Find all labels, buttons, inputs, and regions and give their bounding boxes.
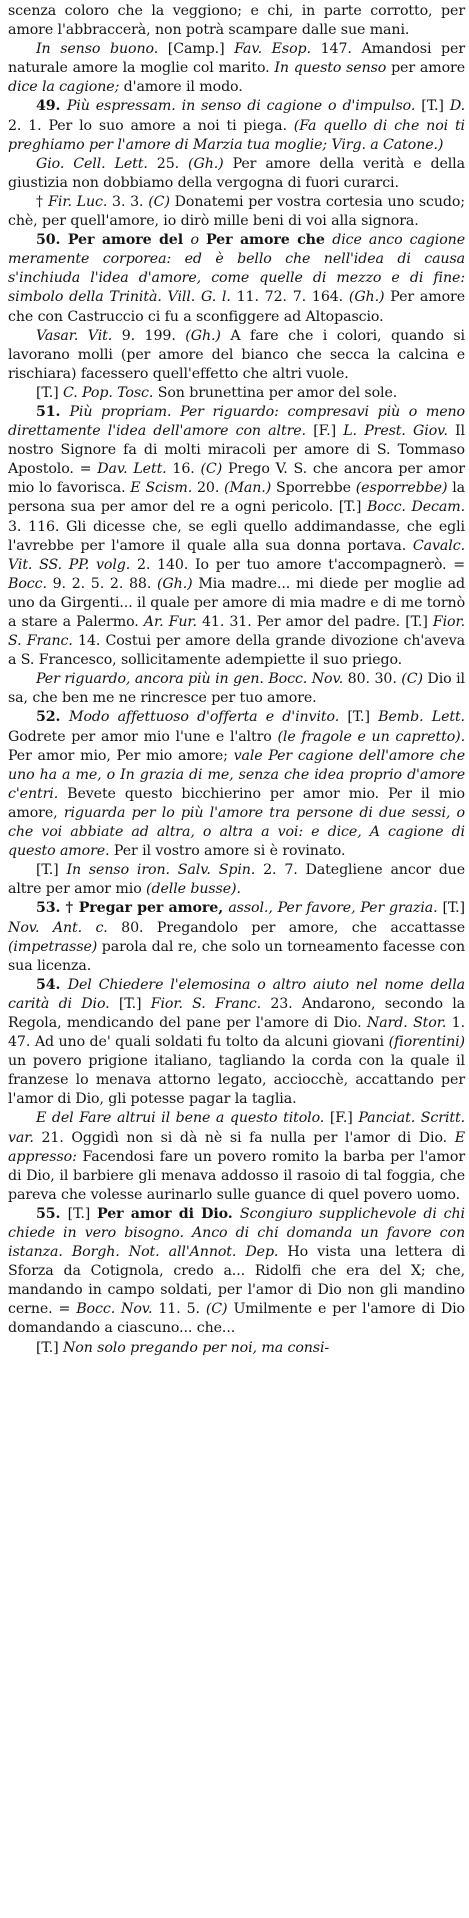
citation-text: 1. 47. Ad uno de' quali soldati fu tolto da alcuni giovani (8, 1014, 466, 1051)
entry-paragraph (8, 861, 465, 899)
citation-source: Nard. Stor. (366, 1014, 452, 1031)
citation-text: Facendosi fare un povero romito la barba per l'amor di Dio, il barbiere gli menava addosso il rasoio di tal foggia, che pareva che volesse aurinarlo sulle guance di quel povero uomo. (8, 1148, 465, 1203)
gloss-text: (esporrebbe) (355, 480, 453, 497)
source-tag: [F.] (329, 1110, 359, 1127)
gloss-text: (fiorentini) (388, 1034, 465, 1051)
sense-headword: 50. Per amore del (36, 232, 191, 249)
entry-paragraph (8, 155, 465, 193)
citation-source: E Scism. (130, 480, 197, 497)
definition-label: Modo affettuoso d'offerta e d'invito. (69, 709, 348, 726)
citation-text: 23. Andarono, secondo la Regola, mendicando del pane per l'amore di Dio. (8, 995, 465, 1031)
citation-ref: 3. 3. (112, 193, 149, 210)
source-tag: (C) (401, 671, 428, 688)
source-tag: [T.] (421, 98, 450, 115)
source-tag: [T.] (36, 1339, 63, 1356)
definition-label: assol., Per favore, Per grazia. (228, 900, 443, 917)
sense-number: 52. (36, 709, 70, 726)
entry-paragraph (8, 231, 465, 326)
note-text: dice la cagione; (8, 79, 124, 96)
citation-text: Sporrebbe (275, 480, 356, 497)
entry-paragraph (8, 976, 465, 1110)
gloss-text: (delle busse). (146, 881, 241, 898)
citation-text: 2. 1. Per lo suo amore a noi ti piega. (8, 117, 294, 134)
citation-ref: 80. 30. (347, 671, 402, 688)
entry-paragraph (8, 899, 465, 975)
citation-ref: 9. 199. (121, 327, 186, 344)
citation-source: Gio. Cell. Lett. (36, 155, 157, 172)
source-tag: [T.] (36, 862, 67, 879)
citation-source: Ar. Fur. (143, 614, 202, 630)
note-text: In questo senso (274, 60, 392, 77)
entry-paragraph (8, 1205, 465, 1339)
definition-label: Più propriam. Per riguardo: compresavi più o meno direttamente l'idea dell'amore con altre. (8, 403, 465, 440)
source-tag: (Gh.) (185, 327, 231, 344)
note-text: E appresso: (8, 1129, 465, 1165)
citation-source: Vasar. Vit. (36, 327, 122, 344)
citation-text: Non solo pregando per noi, ma consi- (62, 1339, 330, 1356)
sense-number: 54. (36, 976, 68, 993)
citation-source: Bocc. Decam. (366, 499, 465, 516)
sense-headword: Per amore che (205, 232, 333, 249)
entry-paragraph (8, 384, 465, 403)
gloss-text: (impetrasse) (8, 938, 102, 955)
source-tag: [T.] (67, 1205, 98, 1222)
definition-label: E del Fare altrui il bene a questo titolo. (36, 1110, 330, 1127)
entry-paragraph (8, 193, 465, 231)
citation-text: Per amore che con Castruccio ci fu a sconfiggere ad Altopascio. (8, 289, 465, 325)
sense-headword: 53. † Pregar per amore, (36, 900, 229, 917)
source-tag: [T.] (118, 995, 151, 1012)
citation-source: Bemb. Lett. (378, 709, 465, 726)
citation-ref: 9. 2. 5. 2. 88. (52, 575, 157, 592)
entry-paragraph (8, 97, 465, 154)
source-tag: [F.] (313, 423, 344, 440)
citation-text: Godrete per amor mio l'une e l'altro (8, 728, 278, 745)
note-text: (Fa quello di che noi ti preghiamo per l'amore di Marzia tua moglie; Virg. a Catone.) (8, 117, 465, 153)
citation-text: Per amore della verità e della giustizia non dobbiamo della vergogna di fuori curarci. (8, 155, 465, 191)
source-tag: (Man.) (224, 480, 276, 497)
source-tag: (Gh.) (157, 575, 199, 592)
source-tag: (Gh.) (348, 289, 391, 306)
entry-paragraph (8, 40, 465, 97)
citation-source: Fior. S. Franc. (8, 614, 466, 650)
citation-source: C. Pop. Tosc. (62, 384, 158, 401)
citation-text: Bevete questo bicchierino per amor mio. Per il mio amore, (8, 785, 465, 821)
headword-inline: per amore (391, 60, 465, 77)
citation-text: 3. 116. Gli dicesse che, se egli quello addimandasse, che egli l'avrebbe per l'amore il quale alla sua donna portava. (8, 518, 465, 554)
paragraph-text: scenza coloro che la veggiono; e chi, in parte corrotto, per amore l'abbraccerà, non potrà scampare dalle sue mani. (8, 3, 465, 39)
citation-text: 80. Pregandolo per amore, che accattasse (121, 919, 465, 936)
entry-paragraph (8, 1339, 465, 1358)
citation-text: 147. Amandosi per naturale amore la moglie col marito. (8, 41, 466, 77)
sense-number: 49. (36, 98, 67, 115)
definition-label: dice anco cagione meramente corporea: ed è bello che nell'idea di causa s'inchiuda l'idea d'amore, come quelle di mezzo e di fine: simbolo della Trinità. Vill. G. l. (8, 232, 466, 306)
source-tag: (C) (205, 1301, 234, 1318)
citation-text: 41. 31. Per amor del padre. [T.] (202, 614, 433, 630)
citation-source: L. Prest. Giov. (343, 423, 456, 440)
citation-source: Fir. Luc. (48, 193, 113, 210)
entry-paragraph (8, 708, 465, 861)
citation-source: Fav. Esop. (234, 41, 321, 58)
entry-paragraph (8, 403, 465, 670)
note-text: riguarda per lo più l'amore tra persone di due sessi, o che voi abbiate ad altra, o altra a voi: e dice, A cagione di questo amore. (8, 804, 465, 860)
source-tag: [Camp.] (167, 41, 235, 58)
citation-ref: 20. (196, 480, 225, 497)
entry-paragraph (8, 327, 465, 384)
citation-text: 2. 7. Dategliene ancor due altre per amor mio (8, 862, 466, 898)
note-text: d'amore il modo. (123, 79, 243, 96)
citation-text: parola dal re, che solo un torneamento facesse con sua licenza. (8, 938, 465, 974)
entry-paragraph (8, 2, 465, 40)
citation-source: Nov. Ant. c. (8, 919, 122, 936)
sense-number: 55. (36, 1205, 68, 1222)
citation-text: Mia madre... mi diede per moglie ad uno da Girgenti... il quale per amore di mia madre e di me tornò a stare a Palermo. (8, 575, 466, 630)
citation-text: 2. 140. Io per tuo amore t'accompagnerò. = (136, 556, 465, 573)
definition-label: In senso buono. (36, 41, 168, 58)
source-tag: (C) (200, 461, 228, 478)
citation-text: 21. Oggidì non si dà nè si fa nulla per l'amor di Dio. (41, 1129, 455, 1146)
citation-text: Per amor mio, Per mio amore; (8, 747, 234, 764)
citation-text: Ho vista una lettera di Sforza da Cotignola, credo a... Ridolfi che era del X; che, mandando in campo soldati, per l'amor di Dio non gli mandino cerne. = (8, 1244, 465, 1318)
citation-source: Bocc. Nov. (76, 1301, 159, 1318)
citation-source: Cavalc. Vit. SS. PP. volg. (8, 537, 465, 573)
note-text: o (190, 232, 206, 249)
source-tag: (C) (148, 193, 175, 210)
note-text: vale Per cagione dell'amore che uno ha a me, o In grazia di me, senza che idea proprio d'amore c'entri. (8, 747, 465, 802)
gloss-text: (le fragole e un capretto). (277, 728, 466, 745)
citation-text: Dio il sa, che ben me ne rincresce per tuo amore. (8, 671, 465, 707)
citation-source: Panciat. Scritt. var. (8, 1110, 465, 1146)
citation-source: Fior. S. Franc. (150, 995, 271, 1012)
source-tag: [T.] (442, 900, 465, 917)
dagger-mark: † (36, 193, 49, 210)
citation-text: Per il vostro amore si è rovinato. (113, 843, 346, 860)
definition-label: Più espressam. in senso di cagione o d'impulso. (66, 98, 422, 115)
entry-paragraph (8, 670, 465, 708)
definition-label: Scongiuro supplichevole di chi chiede in vero bisogno. Anco di chi domanda un favore con istanza. Borgh. Not. all'Annot. Dep. (8, 1205, 465, 1261)
citation-text: A fare che i colori, quando si lavorano molli (per amore del bianco che secca la calcina e rischiara) facessero quell'effetto che altri vuole. (8, 327, 465, 382)
entry-paragraph (8, 1109, 465, 1204)
citation-ref: 16. (172, 461, 201, 478)
citation-text: 14. Costui per amore della grande divozione ch'aveva a S. Francesco, sollicitamente adempiette il suo priego. (8, 633, 465, 669)
citation-text: la persona sua per amor del re a ogni pericolo. [T.] (8, 480, 466, 516)
definition-label: Per riguardo, ancora più in gen. Bocc. Nov. (36, 671, 348, 688)
citation-ref: 11. 5. (158, 1301, 206, 1318)
source-tag: [T.] (347, 709, 379, 726)
citation-source: In senso iron. Salv. Spin. (66, 862, 264, 879)
citation-source: D. (449, 98, 465, 115)
source-tag: [T.] (36, 384, 63, 401)
citation-ref: 11. 72. 7. 164. (236, 289, 349, 306)
citation-text: un povero prigione italiano, tagliando la corda con la quale il franzese lo menava attorno legato, acciocchè, accattando per l'amor di Dio, gli potesse pagar la taglia. (8, 1053, 465, 1108)
citation-text: Umilmente e per l'amore di Dio domandando a ciascuno... che... (8, 1301, 465, 1337)
citation-ref: 25. (156, 155, 189, 172)
source-tag: (Gh.) (188, 155, 233, 172)
citation-text: Prego V. S. che ancora per amor mio lo favorisca. (8, 461, 465, 497)
definition-label: Del Chiedere l'elemosina o altro aiuto nel nome della carità di Dio. (8, 976, 465, 1012)
citation-source: Bocc. (8, 575, 53, 592)
sense-number: 51. (36, 403, 70, 420)
sense-headword: Per amor di Dio. (97, 1205, 240, 1222)
citation-text: Son brunettina per amor del sole. (157, 384, 398, 401)
citation-text: Il nostro Signore fa di molti miracoli per amore di S. Tommaso Apostolo. = (8, 423, 465, 478)
citation-text: Donatemi per vostra cortesia uno scudo; chè, per quell'amore, io dirò mille beni di voi alla signora. (8, 193, 465, 230)
citation-source: Dav. Lett. (97, 461, 173, 478)
